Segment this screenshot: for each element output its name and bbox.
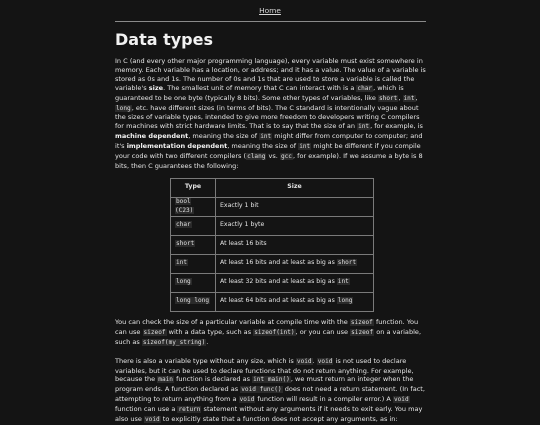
inline-code: gcc — [280, 153, 292, 161]
table-row — [171, 292, 374, 311]
inline-code: void — [239, 396, 255, 404]
inline-code: sizeof — [143, 328, 166, 336]
type-code: short — [176, 240, 195, 248]
header-type: Type — [171, 178, 216, 197]
type-cell — [171, 254, 216, 273]
inline-code: void — [393, 396, 409, 404]
inline-code: void func() — [241, 386, 282, 394]
divider — [115, 21, 426, 22]
page-title: Data types — [115, 30, 213, 49]
type-cell — [171, 292, 216, 311]
emphasis: size — [148, 83, 164, 92]
table-row — [171, 273, 374, 292]
type-code: long long — [176, 297, 210, 305]
type-size-table — [170, 178, 374, 312]
inline-code: int — [358, 123, 370, 131]
inline-code: long — [337, 297, 353, 305]
header-size: Size — [216, 178, 374, 197]
emphasis: machine dependent — [115, 132, 189, 141]
article — [115, 30, 426, 425]
inline-code: int main() — [253, 376, 290, 384]
size-cell: At least 64 bits and at least as big as long — [216, 292, 374, 311]
type-code: bool (C23) — [175, 197, 194, 214]
inline-code: int — [403, 94, 415, 102]
size-cell: At least 16 bits and at least as big as short — [216, 254, 374, 273]
inline-code: int — [260, 133, 272, 141]
inline-code: return — [178, 406, 201, 414]
type-cell — [171, 273, 216, 292]
inline-code: sizeof(int) — [254, 328, 295, 336]
size-cell: Exactly 1 bit — [216, 197, 374, 216]
table-row — [171, 235, 374, 254]
sizeof-paragraph: You can check the size of a particular variable at compile time with the sizeof function. You can use sizeof with a data type, such as sizeof(int), or you can use sizeof on a variable, such as sizeof(my_string). — [115, 317, 422, 346]
inline-code: main — [158, 376, 173, 384]
intro-paragraph: In C (and every other major programming language), every variable must exist somewhere in memory. Each variable has a location, or address; and it has a value. The value of a variable is stored as 0s and 1s. The number of 0s and 1s that are used to store a variable is called the variable's size. The smallest unit of memory that C can interact with is a char, which is guaranteed to be one byte (typically 8 bits). Some other types of variables, like short, int, long, etc. have different sizes (in terms of bits). The C standard is intentionally vague about the sizes of variable types, intended to give more freedom to developers writing C compilers for machines with strict hardware limits. That is to say that the size of an int, for example, is machine dependent, meaning the size of int might differ from computer to computer; and it's implementation dependent, meaning the size of int might be different if you compile your code with two different compilers (clang vs. gcc, for example). If we assume a byte is 8 bits, then C guarantees the following: — [115, 57, 426, 170]
inline-code: void — [317, 357, 333, 365]
size-cell: At least 16 bits — [216, 235, 374, 254]
table-row — [171, 216, 374, 235]
type-code: long — [176, 278, 191, 286]
inline-code: sizeof(my_string) — [142, 338, 206, 346]
inline-code: int — [337, 278, 349, 286]
type-cell — [171, 235, 216, 254]
top-nav — [0, 7, 540, 16]
table-header-row — [171, 178, 374, 197]
inline-code: clang — [247, 153, 266, 161]
inline-code: short — [337, 259, 357, 267]
inline-code: sizeof — [351, 328, 374, 336]
inline-code: sizeof — [350, 318, 373, 326]
table-row — [171, 254, 374, 273]
type-code: int — [176, 259, 188, 267]
inline-code: char — [357, 84, 373, 92]
inline-code: short — [378, 94, 398, 102]
void-paragraph: There is also a variable type without any size, which is void. void is not used to declare variables, but it can be used to declare functions that do not return anything. For example, because the main function is declared as int main(), we must return an integer when the program ends. A function declared as void func() does not need a return statement. (In fact, attempting to return anything from a void function will result in a compiler error.) A void function can use a return statement without any arguments if it needs to exit early. You may also use void to explicitly state that a function does not accept any arguments, as in: — [115, 356, 425, 424]
type-cell — [171, 216, 216, 235]
type-cell — [171, 197, 216, 216]
inline-code: int — [299, 143, 311, 151]
inline-code: void — [145, 416, 160, 424]
inline-code: long — [116, 104, 131, 112]
type-code: char — [176, 221, 191, 229]
size-cell: Exactly 1 byte — [216, 216, 374, 235]
table-row — [171, 197, 374, 216]
emphasis: implementation dependent — [126, 142, 228, 151]
home-link[interactable]: Home — [259, 6, 281, 15]
size-cell: At least 32 bits and at least as big as int — [216, 273, 374, 292]
inline-code: void — [296, 357, 312, 365]
